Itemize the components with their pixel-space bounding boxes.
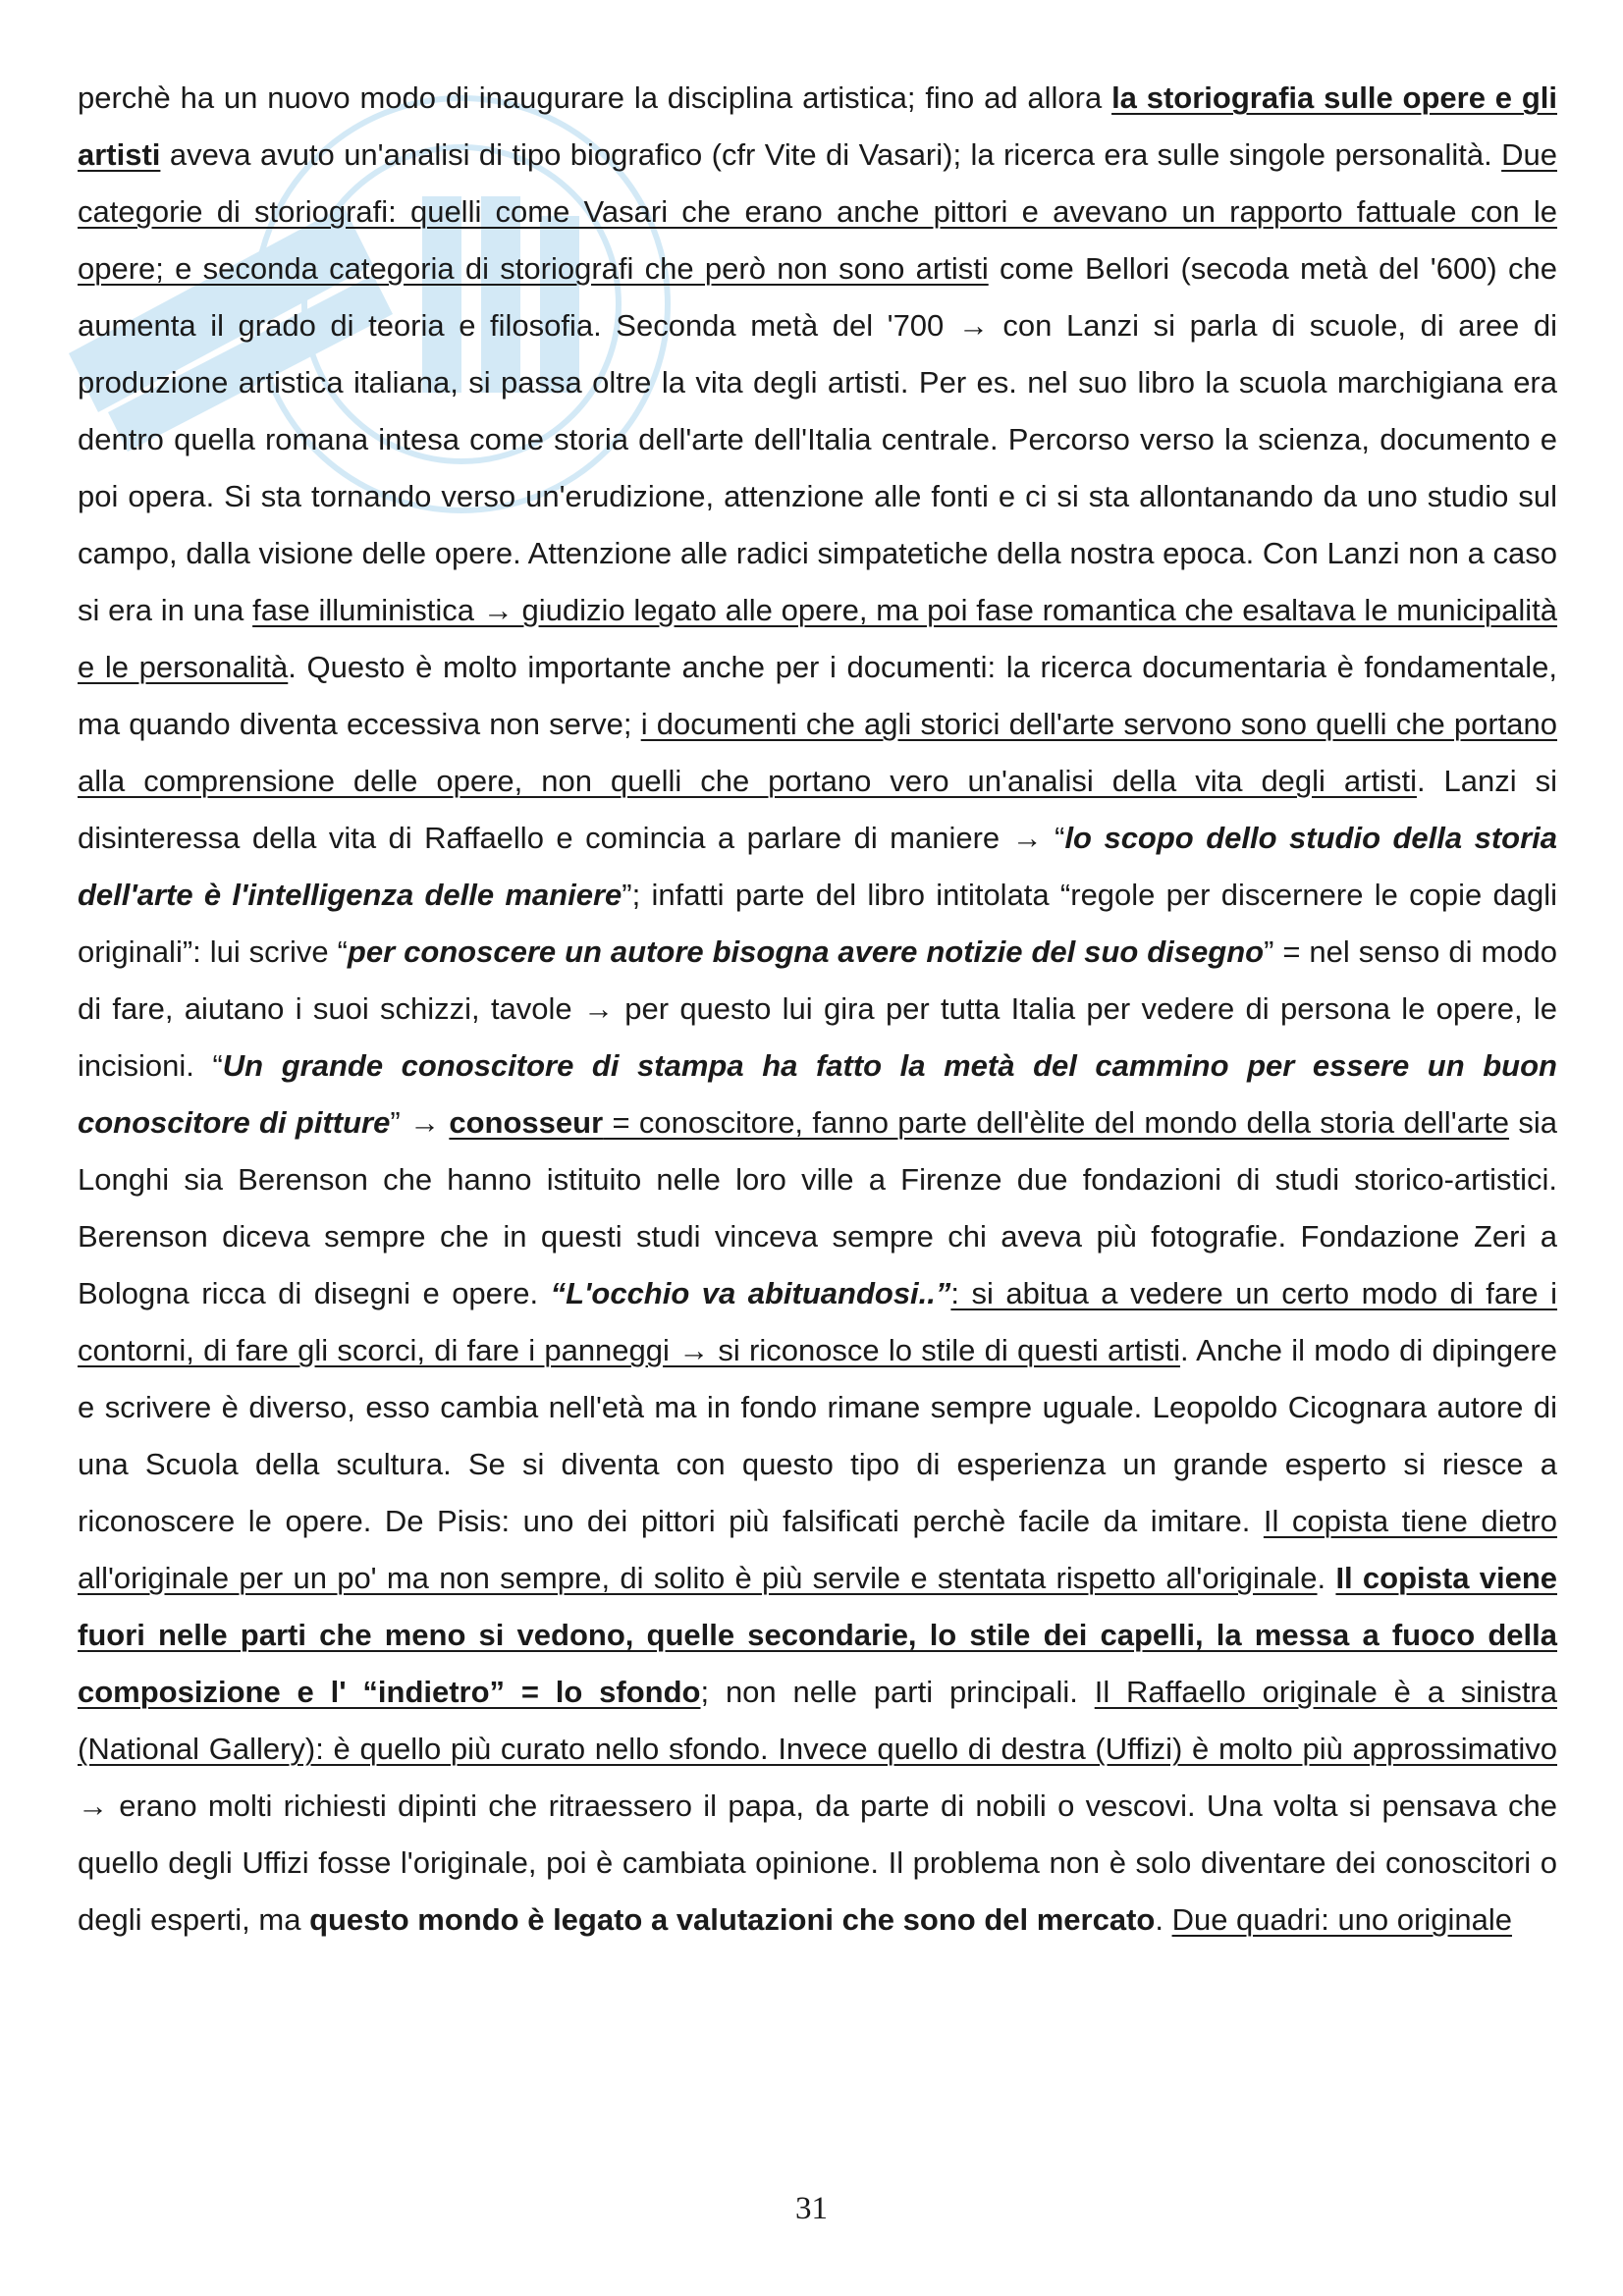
text-run-underlined: Due quadri: uno originale xyxy=(1171,1902,1512,1937)
text-run-underlined: i documenti che agli storici dell'arte servono sono quelli che portano alla comprensione delle opere, non quelli che portano vero un'analisi della vita degli artisti xyxy=(78,707,1557,798)
text-run-underlined: Il copista tiene dietro all'originale per un po' ma non sempre, di solito è più servile e stentata rispetto all'originale xyxy=(78,1504,1557,1595)
text-run: sia Longhi sia Berenson che hanno istituito nelle loro ville a Firenze due fondazioni di studi storico-artistici. Berenson diceva sempre che in questi studi vinceva sempre chi aveva più fotografie. Fondazione Zeri a Bologna ricca di disegni e opere. xyxy=(78,1105,1557,1310)
text-run-underlined: Il Raffaello originale è a sinistra (National Gallery): è quello più curato nello sfondo. Invece quello di destra (Uffizi) è molto più approssimativo xyxy=(78,1675,1557,1766)
page-number: 31 xyxy=(795,2191,828,2226)
text-run-underlined: = conoscitore, fanno parte dell'èlite del mondo della storia dell'arte xyxy=(603,1105,1510,1140)
text-run-bold-italic: Un grande conoscitore di stampa ha fatto la metà del cammino per essere un buon conoscitore di pitture xyxy=(78,1048,1557,1140)
text-run: ”; infatti parte del libro intitolata “regole per discernere le copie dagli originali”: lui scrive “ xyxy=(78,878,1557,969)
text-run-underlined: fase illuministica → giudizio legato alle opere, ma poi fase romantica che esaltava le municipalità e le personalità xyxy=(78,593,1558,684)
text-run-bold: questo mondo è legato a valutazioni che sono del mercato xyxy=(309,1902,1156,1937)
text-run: perchè ha un nuovo modo di inaugurare la disciplina artistica; fino ad allora xyxy=(78,80,1112,115)
text-run-bold-italic: lo scopo dello studio della storia dell'arte è l'intelligenza delle maniere xyxy=(78,821,1557,912)
text-run: aveva avuto un'analisi di tipo biografico (cfr Vite di Vasari); la ricerca era sulle singole personalità. xyxy=(160,137,1502,172)
text-run-bold-underlined: Il copista viene fuori nelle parti che meno si vedono, quelle secondarie, lo stile dei capelli, la messa a fuoco della composizione e l' “indietro” = lo sfondo xyxy=(78,1561,1557,1709)
text-run-bold-underlined: conosseur xyxy=(449,1105,604,1140)
text-run-underlined: : si abitua a vedere un certo modo di fare i contorni, di fare gli scorci, di fare i panneggi → si riconosce lo stile di questi artisti xyxy=(78,1276,1558,1367)
text-run: . xyxy=(1317,1561,1336,1595)
text-run: ” = nel senso di modo di fare, aiutano i suoi schizzi, tavole → per questo lui gira per tutta Italia per vedere di persona le opere, le incisioni. “ xyxy=(78,934,1557,1083)
text-run: ; non nelle parti principali. xyxy=(700,1675,1095,1709)
text-run-bold-italic: “L'occhio va abituandosi..” xyxy=(550,1276,951,1310)
text-run: → erano molti richiesti dipinti che ritraessero il papa, da parte di nobili o vescovi. Una volta si pensava che quello degli Uffizi fosse l'originale, poi è cambiata opinione. Il problema non è solo diventare dei conoscitori o degli esperti, ma xyxy=(78,1789,1557,1937)
text-run-underlined: Due categorie di storiografi: quelli come Vasari che erano anche pittori e avevano un rapporto fattuale con le opere; e seconda categoria di storiografi che però non sono artisti xyxy=(78,137,1557,286)
text-run: come Bellori (secoda metà del '600) che aumenta il grado di teoria e filosofia. Seconda metà del '700 → con Lanzi si parla di scuole, di aree di produzione artistica italiana, si passa oltre la vita degli artisti. Per es. nel suo libro la scuola marchigiana era dentro quella romana intesa come storia dell'arte dell'Italia centrale. Percorso verso la scienza, documento e poi opera. Si sta tornando verso un'erudizione, attenzione alle fonti e ci si sta allontanando da uno studio sul campo, dalla visione delle opere. Attenzione alle radici simpatetiche della nostra epoca. Con Lanzi non a caso si era in una xyxy=(78,251,1557,627)
text-run: . Anche il modo di dipingere e scrivere è diverso, esso cambia nell'età ma in fondo rimane sempre uguale. Leopoldo Cicognara autore di una Scuola della scultura. Se si diventa con questo tipo di esperienza un grande esperto si riesce a riconoscere le opere. De Pisis: uno dei pittori più falsificati perchè facile da imitare. xyxy=(78,1333,1557,1538)
text-run: ” → xyxy=(390,1105,450,1140)
text-run-bold-italic: per conoscere un autore bisogna avere notizie del suo disegno xyxy=(347,934,1265,969)
text-run-bold-underlined: la storiografia sulle opere e gli artisti xyxy=(78,80,1557,172)
text-run: . Questo è molto importante anche per i documenti: la ricerca documentaria è fondamentale, ma quando diventa eccessiva non serve; xyxy=(78,650,1557,741)
text-run: . Lanzi si disinteressa della vita di Raffaello e comincia a parlare di maniere → “ xyxy=(78,764,1557,855)
text-run: . xyxy=(1155,1902,1172,1937)
body-text xyxy=(78,70,1557,1949)
